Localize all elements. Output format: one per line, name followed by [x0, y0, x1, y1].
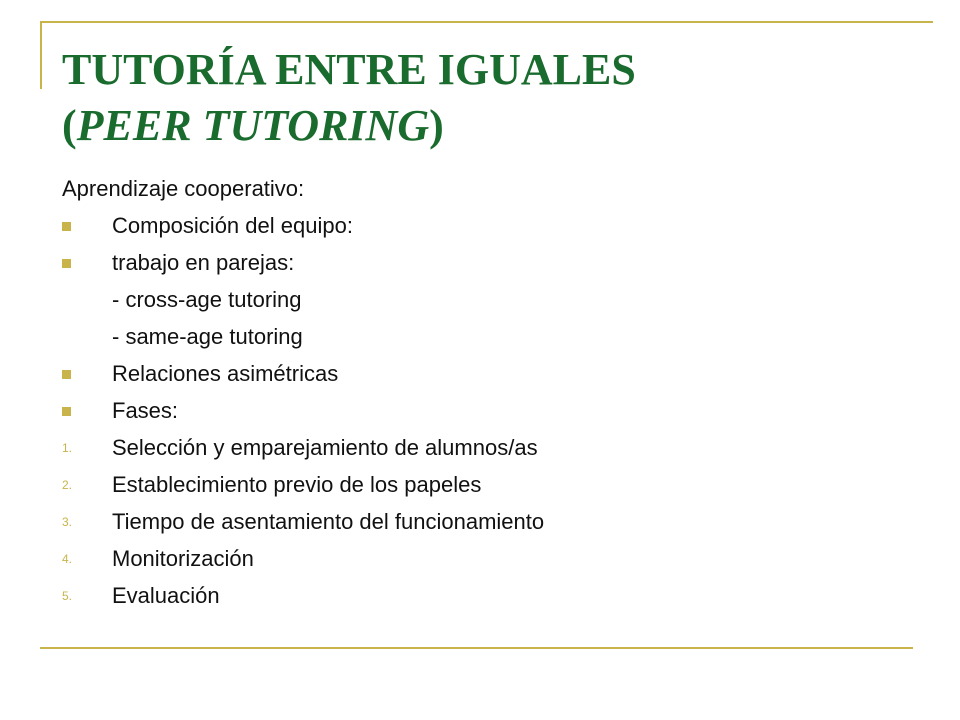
- item-number: 1.: [62, 441, 73, 455]
- bullet-text: trabajo en parejas:: [112, 250, 295, 275]
- numbered-text: Selección y emparejamiento de alumnos/as: [112, 435, 538, 460]
- intro-text: Aprendizaje cooperativo:: [62, 176, 305, 201]
- bottom-rule: [40, 647, 913, 649]
- top-rule: [40, 21, 933, 23]
- sub-item-text: - cross-age tutoring: [112, 287, 302, 312]
- numbered-item: [62, 466, 922, 503]
- item-number: 4.: [62, 552, 73, 566]
- left-rule: [40, 21, 42, 89]
- slide-body: [62, 170, 922, 614]
- title-italic: PEER TUTORING: [76, 101, 430, 150]
- numbered-text: Tiempo de asentamiento del funcionamiento: [112, 509, 545, 534]
- bullet-text: Composición del equipo:: [112, 213, 353, 238]
- square-bullet-icon: [62, 222, 71, 231]
- title-line-2: [62, 98, 922, 154]
- square-bullet-icon: [62, 370, 71, 379]
- numbered-item: [62, 429, 922, 466]
- numbered-item: [62, 540, 922, 577]
- title-line-1: TUTORÍA ENTRE IGUALES: [62, 45, 636, 94]
- bullet-item: [62, 355, 922, 392]
- numbered-item: [62, 503, 922, 540]
- bullet-item: [62, 392, 922, 429]
- square-bullet-icon: [62, 259, 71, 268]
- title-open-paren: (: [62, 101, 77, 150]
- sub-item-text: - same-age tutoring: [112, 324, 303, 349]
- numbered-text: Monitorización: [112, 546, 254, 571]
- numbered-text: Establecimiento previo de los papeles: [112, 472, 482, 497]
- sub-item: [62, 281, 922, 318]
- numbered-text: Evaluación: [112, 583, 220, 608]
- bullet-text: Fases:: [112, 398, 179, 423]
- item-number: 5.: [62, 589, 73, 603]
- item-number: 2.: [62, 478, 73, 492]
- bullet-item: [62, 244, 922, 281]
- intro-line: [62, 170, 922, 207]
- numbered-item: [62, 577, 922, 614]
- slide-title: [62, 42, 922, 154]
- bullet-text: Relaciones asimétricas: [112, 361, 339, 386]
- bullet-item: [62, 207, 922, 244]
- title-close-paren: ): [429, 101, 444, 150]
- sub-item: [62, 318, 922, 355]
- square-bullet-icon: [62, 407, 71, 416]
- item-number: 3.: [62, 515, 73, 529]
